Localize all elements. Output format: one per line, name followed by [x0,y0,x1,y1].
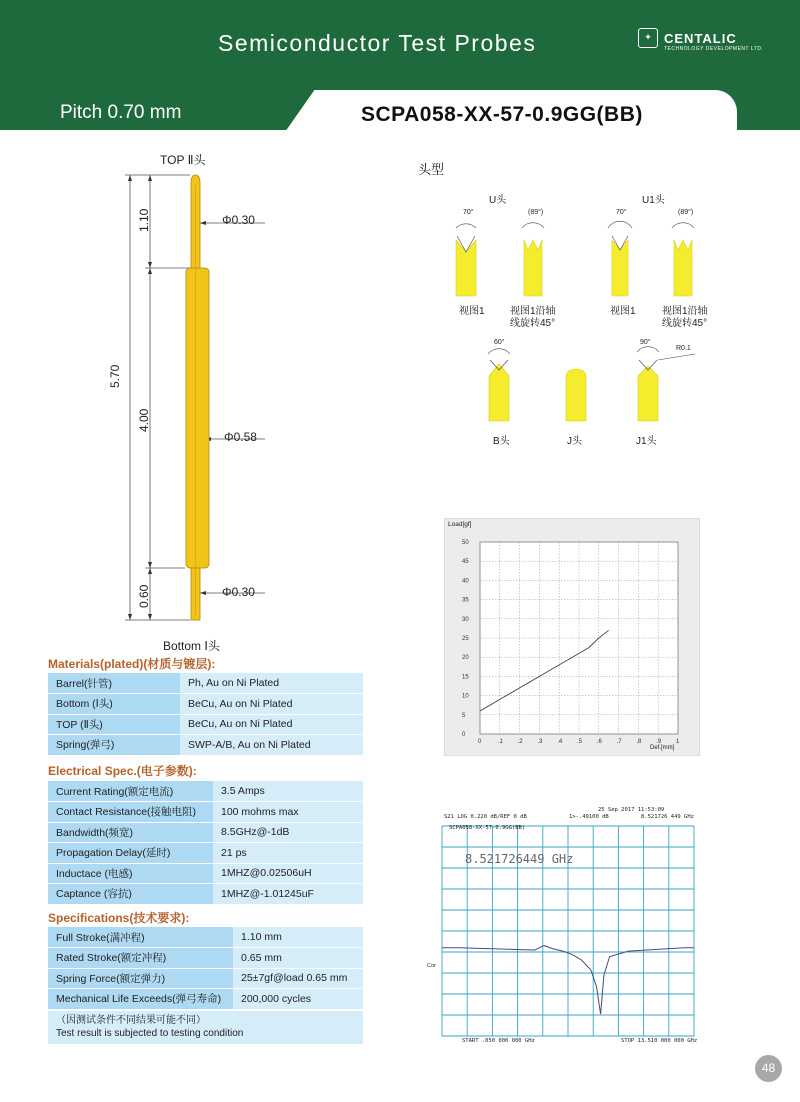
na-background [420,804,706,1046]
x-tick-label: .9 [656,739,662,745]
x-tick-label: 0 [478,739,482,745]
table-row [48,781,363,802]
y-tick-label: 5 [462,712,466,719]
table-value: SWP-A/B, Au on Ni Plated [180,735,363,756]
y-tick-label: 25 [462,636,469,642]
materials-table [48,673,363,756]
table-value: 1MHZ@0.02506uH [213,863,363,884]
test-note [48,1011,363,1044]
table-key: Rated Stroke(额定冲程) [48,948,233,969]
na-marker-big: 8.521726449 GHz [465,852,574,866]
brand-tagline: TECHNOLOGY DEVELOPMENT LTD. [664,46,764,52]
b-angle-60: 60° [494,339,505,346]
table-key: TOP (Ⅱ头) [48,714,180,735]
page-number: 48 [755,1055,782,1082]
y-tick-label: 40 [462,578,469,585]
x-tick-label: 1 [676,739,680,745]
y-tick-label: 45 [462,559,469,566]
materials-title: Materials(plated)(材质与镀层): [48,657,216,671]
j1-radius: R0.1 [676,345,691,352]
table-row [48,884,363,905]
x-tick-label: .4 [557,739,563,745]
dim-total: 5.70 [108,364,122,388]
table-key: Current Rating(额定电流) [48,781,213,802]
table-value: BeCu, Au on Ni Plated [180,694,363,715]
table-value: 3.5 Amps [213,781,363,802]
table-key: Bottom (Ⅰ头) [48,694,180,715]
y-tick-label: 10 [462,693,469,700]
x-tick-label: .5 [577,739,583,745]
table-value: 21 ps [213,843,363,864]
y-tick-label: 50 [462,540,469,546]
table-row [48,714,363,735]
table-key: Barrel(针管) [48,673,180,694]
table-value: 1MHZ@-1.01245uF [213,884,363,905]
table-key: Bandwidth(频宽) [48,822,213,843]
page-title: Semiconductor Test Probes [218,30,537,56]
load-chart-ylabel: Load[gf] [448,521,472,528]
load-chart [444,518,700,756]
y-tick-label: 30 [462,616,469,623]
table-row [48,735,363,756]
dia-mid: Φ0.58 [224,430,257,444]
table-key: Spring Force(额定弹力) [48,968,233,989]
table-value: 8.5GHz@-1dB [213,822,363,843]
x-tick-label: .7 [616,739,622,745]
test-note-cn: （因测试条件不同结果可能不同） [56,1015,206,1026]
table-value: 0.65 mm [233,948,363,969]
table-key: Captance (容抗) [48,884,213,905]
na-marker-freq: 8.521726 449 GHz [641,814,694,820]
probe-drawing [100,165,290,630]
u-angle-70: 70° [463,209,474,216]
u1-angle-89: (89°) [678,209,694,216]
model-number: SCPA058-XX-57-0.9GG(BB) [361,103,643,126]
x-tick-label: .8 [636,739,642,745]
table-key: Contact Resistance(接触电阻) [48,802,213,823]
load-chart-xlabel: Def.[mm] [650,745,675,751]
x-tick-label: .6 [596,739,602,745]
table-row [48,843,363,864]
table-row [48,968,363,989]
u1-angle-70: 70° [616,209,627,216]
pitch-label: Pitch 0.70 mm [60,102,182,123]
table-key: Mechanical Life Exceeds(弹弓寿命) [48,989,233,1010]
na-marker-readout: 1>-.49100 dB [569,814,609,820]
head-types-title: 头型 [418,162,445,177]
table-value: 100 mohms max [213,802,363,823]
electrical-table [48,781,363,905]
table-value: 200,000 cycles [233,989,363,1010]
top-head-label: TOP Ⅱ头 [160,153,206,167]
u1-view1: 视图1 [610,306,636,317]
logo-icon: ✦ [638,28,658,48]
table-row [48,802,363,823]
y-tick-label: 20 [462,655,469,662]
electrical-title: Electrical Spec.(电子参数): [48,764,197,778]
table-value: 1.10 mm [233,927,363,948]
na-status: S21 LOG 0.220 dB/REF 0 dB [444,814,527,820]
table-row [48,694,363,715]
table-key: Full Stroke(满冲程) [48,927,233,948]
u-head-title: U头 [489,195,507,206]
table-value: Ph, Au on Ni Plated [180,673,363,694]
y-tick-label: 15 [462,674,469,681]
table-value: BeCu, Au on Ni Plated [180,714,363,735]
x-tick-label: .2 [517,739,523,745]
specs-table [48,927,363,1010]
table-key: Propagation Delay(延时) [48,843,213,864]
brand-name: CENTALIC [664,31,737,46]
network-analyzer-chart [420,804,706,1046]
table-key: Spring(弹弓) [48,735,180,756]
table-row [48,948,363,969]
j-head-label: J头 [567,436,582,447]
na-start: START .050 000 000 GHz [462,1038,535,1044]
j1-angle-90: 90° [640,339,651,346]
dim-bottom: 0.60 [137,584,151,608]
barrel [186,268,209,568]
na-datetime: 25 Sep 2017 11:53:09 [598,807,665,813]
table-value: 25±7gf@load 0.65 mm [233,968,363,989]
u-view-rot-2: 线旋转45° [510,318,556,329]
table-key: Inductace (电感) [48,863,213,884]
table-row [48,822,363,843]
j1-head-label: J1头 [636,436,657,447]
u-view1: 视图1 [459,306,485,317]
bottom-head-label: Bottom Ⅰ头 [163,639,220,653]
u1-view-rot-2: 线旋转45° [662,318,708,329]
u-view-rot-1: 视图1沿轴 [510,306,556,317]
brand-logo [638,28,778,58]
specs-title: Specifications(技术要求): [48,911,190,925]
u-angle-89: (89°) [528,209,544,216]
table-row [48,927,363,948]
table-row [48,863,363,884]
test-note-en: Test result is subjected to testing condition [56,1028,244,1039]
na-ylabel: Cor [427,963,436,969]
u1-head-title: U1头 [642,195,665,206]
x-tick-label: .1 [497,739,503,745]
dim-mid: 4.00 [137,408,151,432]
u1-view-rot-1: 视图1沿轴 [662,306,708,317]
x-tick-label: .3 [537,739,543,745]
na-trace-title: SCPA058-XX-57-0.9GG(BB) [449,825,526,831]
table-row [48,989,363,1010]
table-row [48,673,363,694]
dim-top: 1.10 [137,208,151,232]
dia-top: Φ0.30 [222,213,255,227]
y-tick-label: 0 [462,732,466,738]
y-tick-label: 35 [462,597,469,604]
b-head-label: B头 [493,436,510,447]
dia-bottom: Φ0.30 [222,585,255,599]
na-stop: STOP 13.510 000 000 GHz [621,1038,698,1044]
